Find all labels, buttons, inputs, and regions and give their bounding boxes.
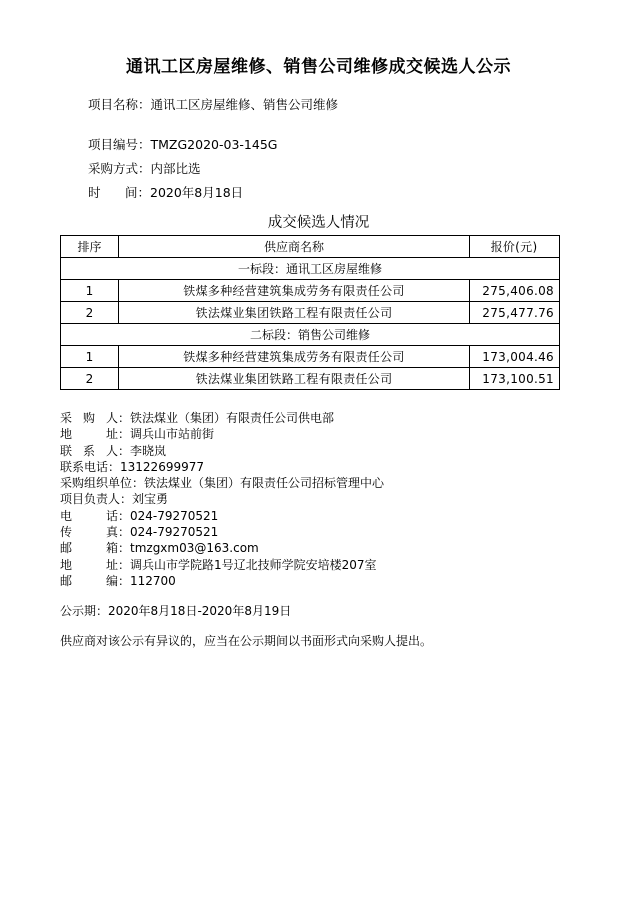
table-row: [61, 368, 560, 390]
contact-organizer: 采购组织单位 ：铁法煤业（集团）有限责任公司招标管理中心: [60, 476, 385, 491]
contact-value: ：tmzgxm03@163.com: [118, 541, 259, 556]
supplier-cell: 铁法煤业集团铁路工程有限责任公司: [119, 368, 470, 390]
price-cell: 275,477.76: [470, 302, 560, 324]
contact-value: ：112700: [118, 573, 176, 588]
project-code-line: [88, 137, 277, 153]
rank-cell: 1: [61, 346, 119, 368]
contact-purchaser: 采 购 人 ：铁法煤业（集团）有限责任公司供电部: [60, 411, 335, 425]
contact-block: [60, 410, 384, 589]
objection-notice: 供应商对该公示有异议的，应当在公示期间以书面形式向采购人提出。: [60, 634, 433, 648]
contact-value: ：铁法煤业（集团）有限责任公司供电部: [118, 411, 335, 425]
rank-cell: 2: [61, 302, 119, 324]
price-cell: 275,406.08: [470, 280, 560, 302]
project-code-label: 项目编号：: [88, 137, 151, 152]
contact-project-lead: 项目负责人 ：刘宝勇: [60, 492, 169, 507]
contact-organizer-address: 地 址 ：调兵山市学院路1号辽北技师学院安培楼207室: [60, 557, 377, 572]
contact-telephone: 电 话 ：024-79270521: [60, 508, 219, 523]
contact-fax: 传 真 ：024-79270521: [60, 525, 219, 540]
contact-value: ：024-79270521: [118, 525, 219, 540]
table-caption: 成交候选人情况: [267, 215, 370, 231]
contact-value: ：李晓岚: [118, 443, 167, 458]
project-code-value: TMZG2020-03-145G: [150, 137, 278, 152]
contact-phone: 联系电话 ：13122699977: [60, 459, 204, 474]
header-rank: 排序: [61, 236, 119, 258]
table-row: [61, 280, 560, 302]
contact-value: ：调兵山市站前街: [118, 427, 215, 442]
time-value: 2020年8月18日: [150, 185, 244, 200]
page-title: 通讯工区房屋维修、销售公司维修成交候选人公示: [126, 57, 511, 77]
publicity-period: 公示期：2020年8月18日-2020年8月19日: [60, 604, 292, 618]
contact-value: ：13122699977: [108, 459, 204, 474]
project-name-label: 项目名称：: [88, 97, 151, 112]
project-name-line: [88, 97, 338, 113]
contact-value: ：铁法煤业（集团）有限责任公司招标管理中心: [132, 476, 385, 491]
candidate-table: [60, 235, 560, 390]
procurement-method-label: 采购方式：: [88, 161, 151, 176]
time-line: [88, 185, 243, 201]
project-name-value: 通讯工区房屋维修、销售公司维修: [150, 97, 339, 112]
header-supplier: 供应商名称: [119, 236, 470, 258]
section-row: [61, 258, 560, 280]
header-price: 报价(元): [470, 236, 560, 258]
section-label: 二标段：销售公司维修: [61, 324, 560, 346]
section-row: [61, 324, 560, 346]
section-label: 一标段：通讯工区房屋维修: [61, 258, 560, 280]
contact-postcode: 邮 编 ：112700: [60, 573, 176, 588]
rank-cell: 1: [61, 280, 119, 302]
price-cell: 173,004.46: [470, 346, 560, 368]
table-row: [61, 346, 560, 368]
table-row: [61, 302, 560, 324]
contact-email: 邮 箱 ：tmzgxm03@163.com: [60, 541, 259, 556]
supplier-cell: 铁煤多种经营建筑集成劳务有限责任公司: [119, 280, 470, 302]
contact-value: ：024-79270521: [118, 508, 219, 523]
procurement-method-value: 内部比选: [150, 161, 201, 176]
contact-address: 地 址 ：调兵山市站前街: [60, 427, 215, 442]
supplier-cell: 铁法煤业集团铁路工程有限责任公司: [119, 302, 470, 324]
price-cell: 173,100.51: [470, 368, 560, 390]
rank-cell: 2: [61, 368, 119, 390]
contact-value: ：刘宝勇: [120, 492, 169, 507]
procurement-method-line: [88, 161, 201, 177]
supplier-cell: 铁煤多种经营建筑集成劳务有限责任公司: [119, 346, 470, 368]
table-header-row: [61, 236, 560, 258]
contact-person: 联 系 人 ：李晓岚: [60, 443, 167, 458]
time-label: 时 间：: [88, 185, 150, 200]
contact-value: ：调兵山市学院路1号辽北技师学院安培楼207室: [118, 557, 377, 572]
